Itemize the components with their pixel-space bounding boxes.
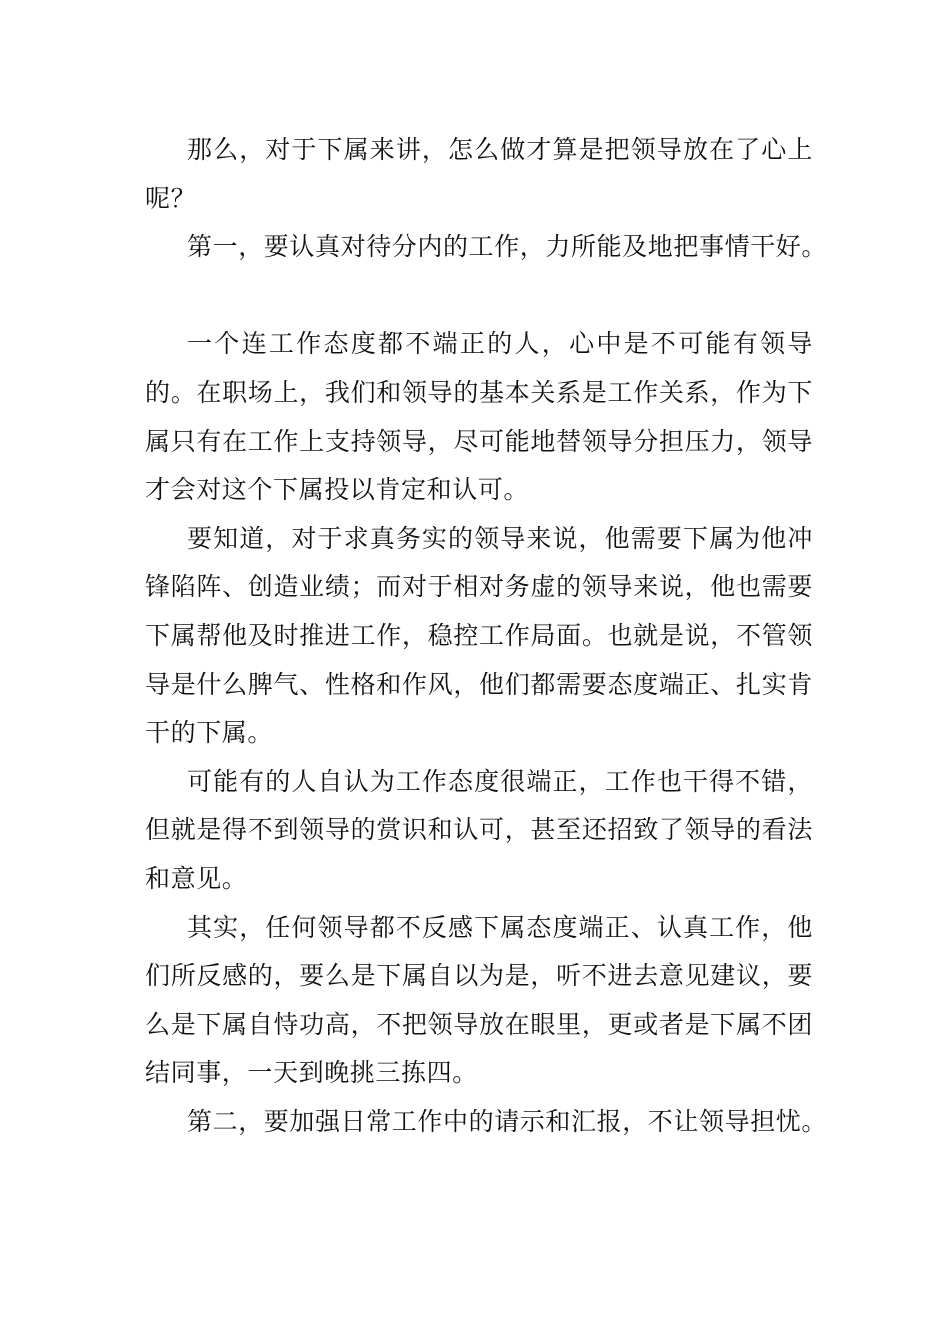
point-two-heading: 第二，要加强日常工作中的请示和汇报，不让领导担忧。 [187, 1106, 828, 1136]
document-body [145, 126, 828, 1146]
paragraph-attitude: 一个连工作态度都不端正的人，心中是不可能有领导的。在职场上，我们和领导的基本关系是工作关系，作为下属只有在工作上支持领导，尽可能地替领导分担压力，领导才会对这个下属投以肯定和认可。 [145, 329, 813, 505]
paragraph-not-recognized: 可能有的人自认为工作态度很端正，工作也干得不错，但就是得不到领导的赏识和认可，甚至还招致了领导的看法和意见。 [145, 766, 813, 893]
blank-line [145, 272, 813, 321]
paragraph-leader-needs: 要知道，对于求真务实的领导来说，他需要下属为他冲锋陷阵、创造业绩；而对于相对务虚的领导来说，他也需要下属帮他及时推进工作，稳控工作局面。也就是说，不管领导是什么脾气、性格和作风，他们都需要态度端正、扎实肯干的下属。 [145, 523, 813, 748]
paragraph-what-leaders-dislike: 其实，任何领导都不反感下属态度端正、认真工作，他们所反感的，要么是下属自以为是，听不进去意见建议，要么是下属自恃功高，不把领导放在眼里，更或者是下属不团结同事，一天到晚挑三拣四。 [145, 912, 813, 1088]
paragraph-question: 那么，对于下属来讲，怎么做才算是把领导放在了心上呢？ [145, 135, 813, 213]
point-one-heading: 第一，要认真对待分内的工作，力所能及地把事情干好。 [187, 232, 828, 262]
